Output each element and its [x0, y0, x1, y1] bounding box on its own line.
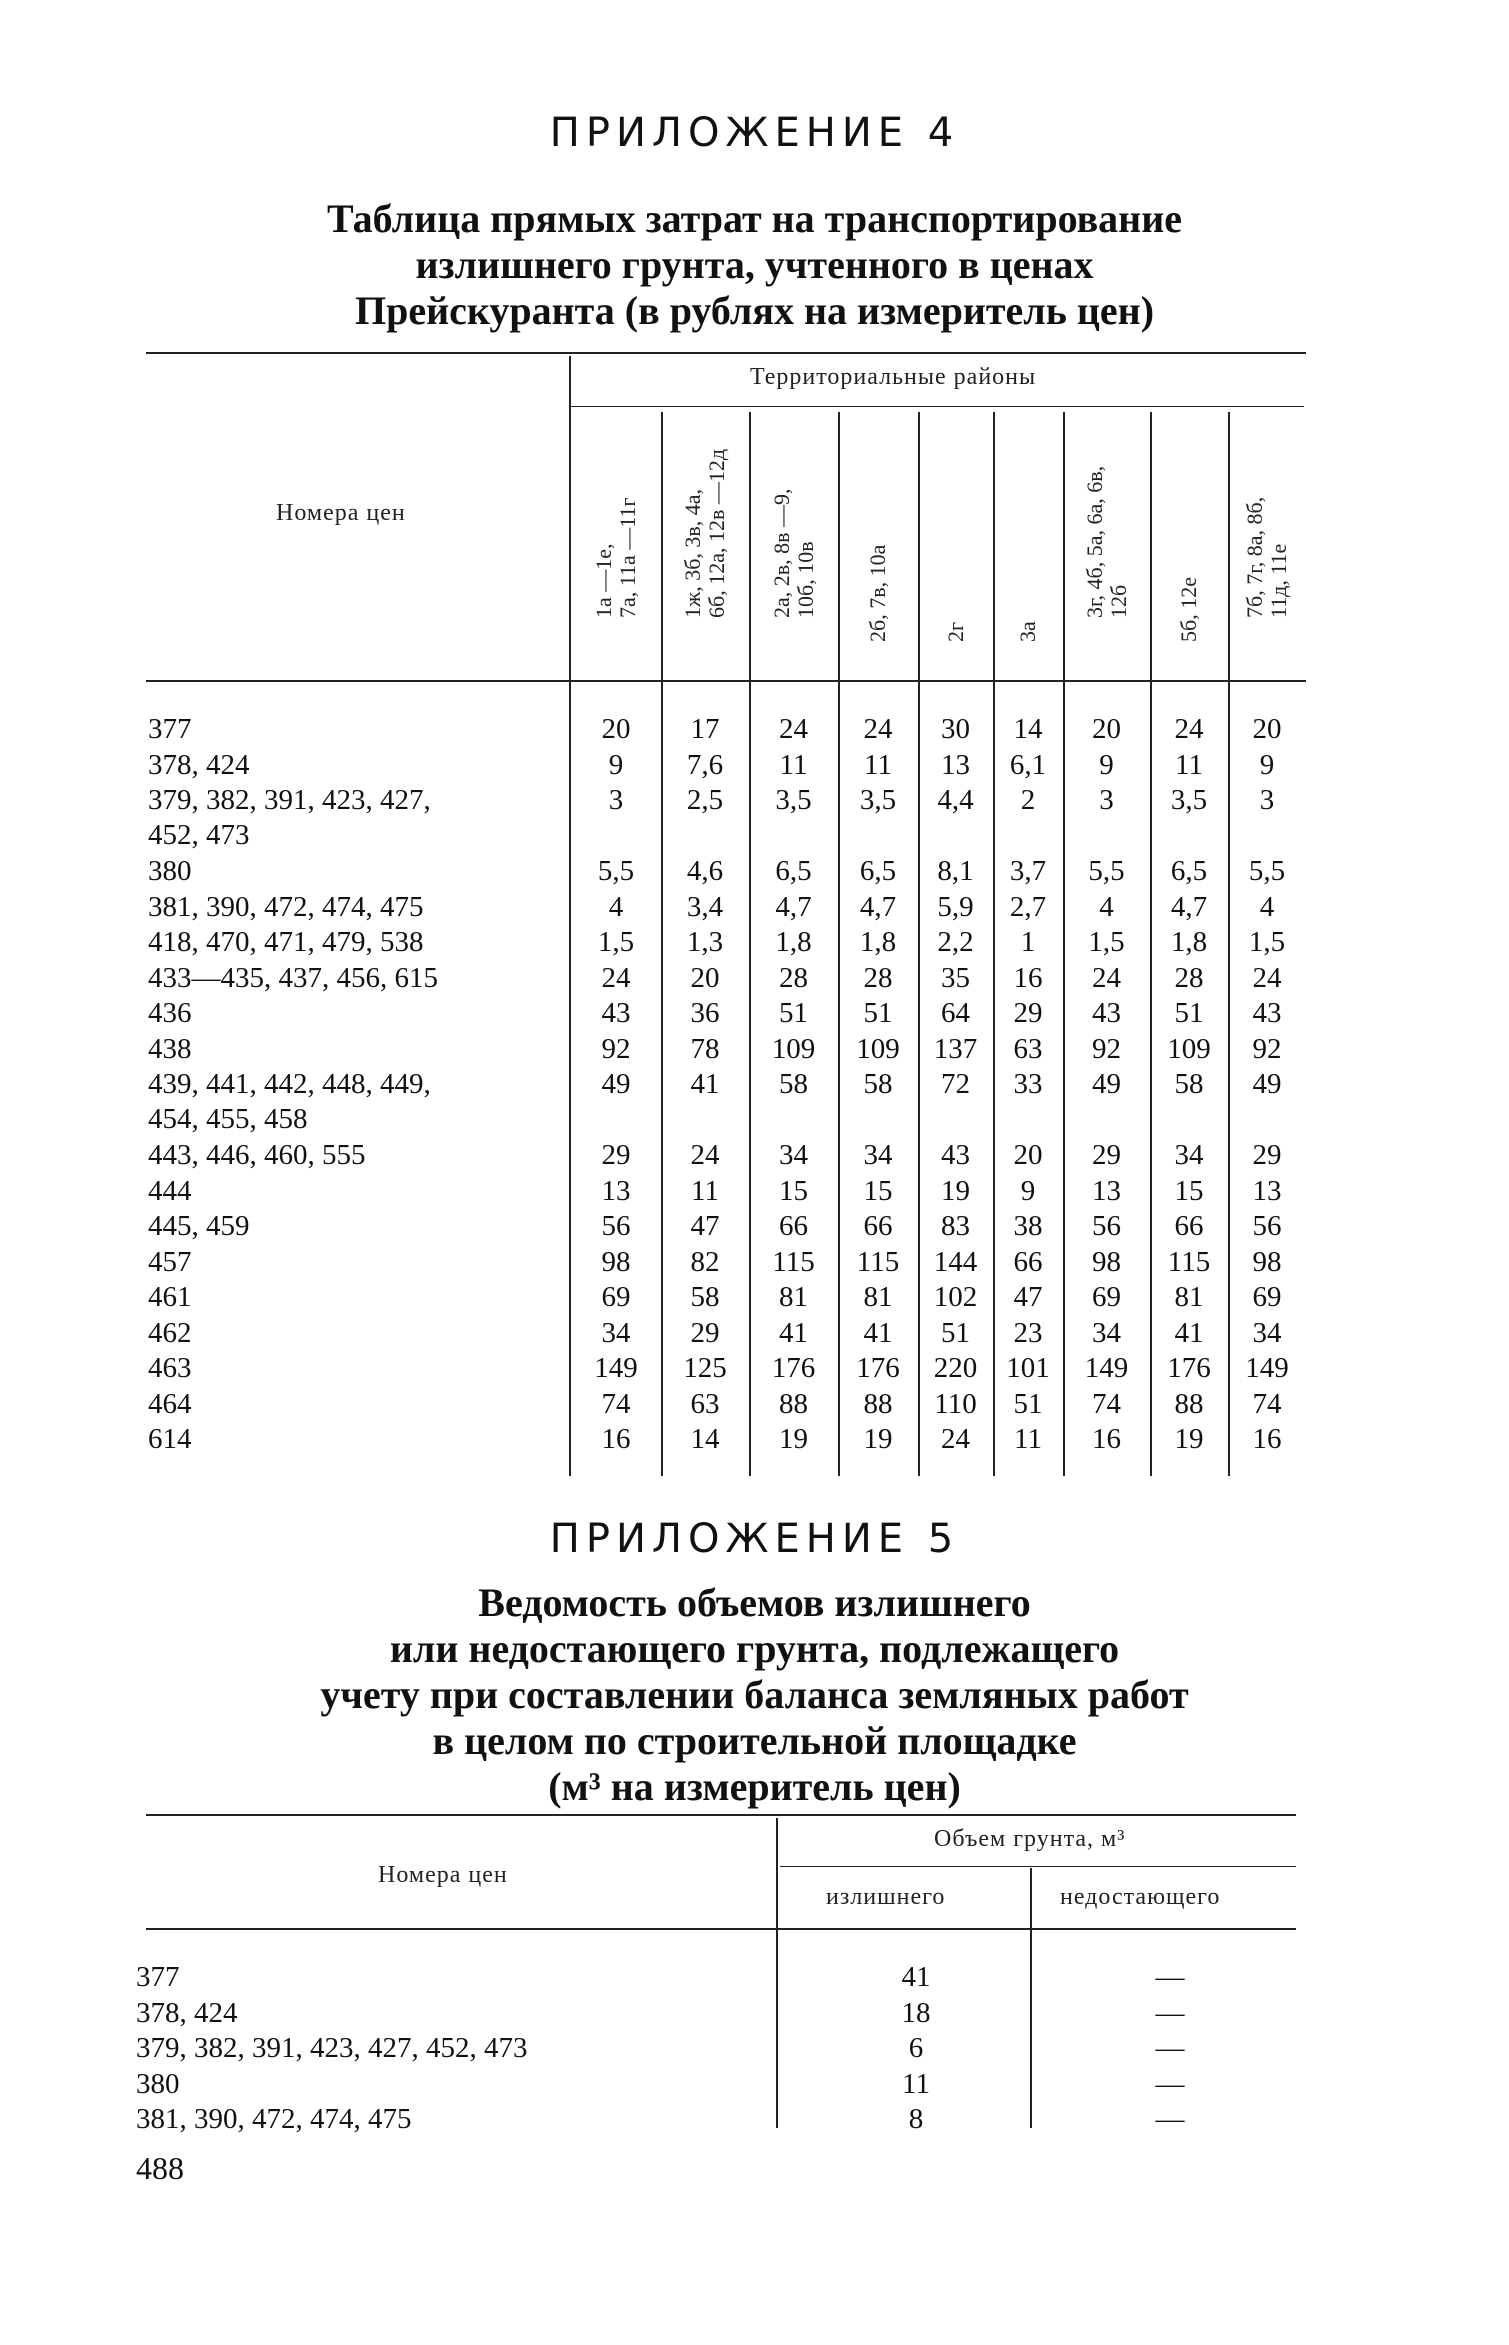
- column-header-line: 11д, 11е: [1266, 543, 1291, 618]
- table-cell: 149: [594, 1352, 638, 1384]
- table-cell: 2,5: [686, 784, 724, 816]
- column-header-line: 7б, 7г, 8а, 8б,: [1242, 496, 1267, 618]
- table-cell: 14: [1013, 713, 1043, 745]
- table-cell: 56: [601, 1210, 631, 1242]
- table-cell: 11: [779, 748, 808, 781]
- table-cell: 1,5: [597, 926, 635, 958]
- table-cell: 176: [1167, 1352, 1211, 1384]
- table-cell: 43: [601, 997, 631, 1029]
- table-cell: 17: [690, 713, 720, 745]
- table-cell: 81: [863, 1281, 893, 1313]
- column-header-line: 2г: [942, 621, 968, 642]
- row-label: [148, 1209, 250, 1244]
- table-cell: 220: [933, 1352, 978, 1384]
- column-header-line: 3а: [1015, 621, 1040, 642]
- table-rule: [776, 1818, 778, 2128]
- column-header-line: 3г, 4б, 5а, 6а, 6в,: [1081, 465, 1107, 618]
- appendix4-title-line: Таблица прямых затрат на транспортирование: [326, 196, 1183, 241]
- table-cell: 88: [779, 1387, 808, 1420]
- table-cell: 66: [863, 1210, 893, 1242]
- table-cell: 41: [863, 1316, 893, 1349]
- table-cell: 19: [863, 1423, 893, 1455]
- table-cell: 1,8: [775, 926, 812, 958]
- table-cell: 3,7: [1009, 855, 1047, 887]
- table-cell: 92: [1092, 1032, 1121, 1065]
- table-cell: 19: [779, 1423, 808, 1455]
- table-cell: 29: [690, 1316, 720, 1349]
- table-cell: 4: [1259, 890, 1275, 923]
- table-cell: 102: [933, 1281, 978, 1313]
- table-cell: 9: [1259, 748, 1275, 781]
- table-cell: 51: [1174, 997, 1204, 1029]
- table-cell: 6,5: [1170, 855, 1208, 887]
- table-cell: 13: [1092, 1174, 1121, 1207]
- table-cell: 24: [941, 1423, 970, 1455]
- table-cell: 34: [779, 1139, 808, 1171]
- table-cell: 34: [1174, 1139, 1204, 1171]
- table-cell: 58: [690, 1281, 720, 1313]
- row-label-line: 381, 390, 472, 474, 475: [148, 890, 424, 923]
- appendix4-heading: ПРИЛОЖЕНИЕ 4: [549, 110, 960, 156]
- table-cell: 115: [772, 1245, 815, 1278]
- table-cell: 81: [1174, 1281, 1204, 1313]
- table-cell: 11: [691, 1174, 719, 1207]
- table-cell: 51: [941, 1316, 970, 1349]
- table-cell: 33: [1013, 1068, 1043, 1100]
- table-cell: 64: [941, 997, 970, 1029]
- table-rule: [146, 1814, 1296, 1816]
- table-rule: [146, 1928, 1296, 1930]
- table-cell: 83: [941, 1210, 970, 1242]
- table-cell: 66: [779, 1210, 808, 1242]
- cell-excess: 8: [908, 2103, 924, 2135]
- table-cell: 4: [608, 890, 624, 923]
- row-label-line: 418, 470, 471, 479, 538: [148, 926, 424, 958]
- table-cell: 6,5: [859, 855, 897, 887]
- cell-deficit: —: [1155, 2103, 1185, 2135]
- table-cell: 3: [1099, 784, 1114, 816]
- row-label: [148, 1422, 192, 1457]
- table-cell: 1,3: [686, 926, 724, 958]
- table-cell: 72: [941, 1068, 970, 1100]
- table-cell: 19: [1174, 1423, 1204, 1455]
- row-label: [148, 783, 431, 853]
- row-label-line: 463: [148, 1352, 192, 1384]
- row-label-line: 454, 455, 458: [148, 1103, 308, 1135]
- table-cell: 20: [601, 713, 631, 745]
- table-cell: 11: [1175, 748, 1203, 781]
- table-cell: 101: [1006, 1352, 1050, 1384]
- row-label: 377: [136, 1961, 180, 1993]
- table-cell: 20: [1252, 713, 1282, 745]
- cell-excess: 6: [908, 2032, 924, 2064]
- column-header-line: 5б, 12е: [1176, 577, 1201, 642]
- table-cell: 28: [779, 961, 808, 994]
- table-cell: 36: [690, 997, 720, 1029]
- table-cell: 66: [1013, 1245, 1043, 1278]
- table-cell: 5,9: [937, 890, 974, 923]
- row-label-line: 444: [148, 1174, 192, 1207]
- table-cell: 3,5: [859, 784, 897, 816]
- table-cell: 43: [1092, 997, 1121, 1029]
- table-cell: 98: [601, 1245, 631, 1278]
- table-cell: 16: [1252, 1423, 1282, 1455]
- cell-deficit: —: [1155, 1996, 1185, 2029]
- table-cell: 66: [1174, 1210, 1204, 1242]
- table-cell: 6,1: [1009, 748, 1047, 781]
- row-label-line: 377: [148, 713, 192, 745]
- table-cell: 1,5: [1088, 926, 1125, 958]
- table-cell: 5,5: [1088, 855, 1125, 887]
- appendix4-title: [0, 196, 1509, 334]
- row-label: [148, 1067, 431, 1137]
- table-cell: 23: [1013, 1316, 1043, 1349]
- table-cell: 29: [601, 1139, 631, 1171]
- table-cell: 125: [683, 1352, 727, 1384]
- table-cell: 110: [934, 1387, 977, 1420]
- table-cell: 4: [1099, 890, 1114, 923]
- table-cell: 1,8: [859, 926, 897, 958]
- table-cell: 51: [863, 997, 893, 1029]
- group-header: Объем грунта, м³: [934, 1826, 1126, 1852]
- row-label-line: 380: [148, 855, 192, 887]
- table-cell: 98: [1252, 1245, 1282, 1278]
- table-cell: 24: [1252, 961, 1282, 994]
- table-cell: 74: [601, 1387, 631, 1420]
- table-cell: 74: [1092, 1387, 1121, 1420]
- table-cell: 92: [601, 1032, 631, 1065]
- table-cell: 3,5: [775, 784, 812, 816]
- table-cell: 115: [1167, 1245, 1211, 1278]
- row-label: [148, 1138, 366, 1173]
- table-cell: 34: [863, 1139, 893, 1171]
- table-cell: 58: [779, 1068, 808, 1100]
- table-cell: 63: [1013, 1032, 1043, 1065]
- appendix5-title-line: или недостающего грунта, подлежащего: [389, 1626, 1120, 1671]
- row-label: [148, 854, 192, 889]
- table-cell: 24: [601, 961, 631, 994]
- table-cell: 9: [608, 748, 624, 781]
- table-cell: 9: [1020, 1174, 1036, 1207]
- column-header-line: 6б, 12а, 12в —12д: [704, 448, 729, 618]
- table-cell: 13: [941, 748, 970, 781]
- table-cell: 34: [1092, 1316, 1121, 1349]
- table-cell: 176: [856, 1352, 900, 1384]
- table-cell: 74: [1252, 1387, 1282, 1420]
- table-cell: 13: [1252, 1174, 1282, 1207]
- table-cell: 3: [608, 784, 624, 816]
- row-label-line: 452, 473: [148, 819, 250, 851]
- table-cell: 63: [690, 1387, 720, 1420]
- table-cell: 1,5: [1248, 926, 1286, 958]
- table-cell: 34: [1252, 1316, 1282, 1349]
- col-header-excess: излишнего: [826, 1884, 946, 1910]
- table-cell: 24: [863, 713, 893, 745]
- row-label-line: 445, 459: [148, 1210, 250, 1242]
- table-cell: 4,7: [859, 890, 897, 923]
- table-cell: 56: [1252, 1210, 1282, 1242]
- row-label-line: 461: [148, 1281, 192, 1313]
- group-header: Территориальные районы: [750, 364, 1037, 390]
- table-cell: 58: [1174, 1068, 1204, 1100]
- row-label-line: 436: [148, 997, 192, 1029]
- row-label: [148, 996, 192, 1031]
- table-cell: 4,7: [775, 890, 812, 923]
- appendix5-title-line: (м³ на измеритель цен): [548, 1764, 961, 1809]
- table-cell: 9: [1099, 748, 1114, 781]
- table-cell: 56: [1092, 1210, 1121, 1242]
- row-label-line: 438: [148, 1032, 192, 1065]
- table-cell: 137: [933, 1032, 978, 1065]
- table-cell: 2,2: [937, 926, 974, 958]
- table-cell: 69: [1092, 1281, 1121, 1313]
- appendix5-heading: ПРИЛОЖЕНИЕ 5: [549, 1516, 960, 1562]
- row-label: [148, 1316, 192, 1351]
- row-label: 380: [136, 2067, 180, 2100]
- table-cell: 78: [690, 1032, 720, 1065]
- table-cell: 24: [1092, 961, 1121, 994]
- table-cell: 4,6: [686, 855, 724, 887]
- table-cell: 43: [941, 1139, 970, 1171]
- table-cell: 8,1: [937, 855, 974, 887]
- table-rule: [146, 352, 1306, 354]
- table-cell: 28: [863, 961, 893, 994]
- row-label: [148, 961, 438, 996]
- row-label: [148, 1351, 192, 1386]
- table-cell: 3,4: [686, 890, 724, 923]
- row-label: 381, 390, 472, 474, 475: [136, 2103, 412, 2135]
- table-cell: 11: [864, 748, 892, 781]
- table-cell: 28: [1174, 961, 1204, 994]
- table-cell: 47: [1013, 1281, 1043, 1313]
- table-cell: 13: [601, 1174, 631, 1207]
- table-cell: 43: [1252, 997, 1282, 1029]
- table-cell: 49: [1252, 1068, 1282, 1100]
- cell-excess: 11: [902, 2067, 930, 2100]
- row-label-line: 378, 424: [148, 748, 250, 781]
- table-cell: 115: [856, 1245, 900, 1278]
- row-label: [148, 925, 424, 960]
- table-rule: [570, 406, 1304, 407]
- table-cell: 20: [690, 961, 720, 994]
- table-cell: 5,5: [1248, 855, 1286, 887]
- row-label-line: 614: [148, 1423, 192, 1455]
- table-cell: 41: [690, 1068, 720, 1100]
- page-number: 488: [136, 2150, 184, 2186]
- table-cell: 81: [779, 1281, 808, 1313]
- table-cell: 41: [1174, 1316, 1204, 1349]
- cell-excess: 41: [901, 1961, 931, 1993]
- table-cell: 29: [1092, 1139, 1121, 1171]
- table-cell: 34: [601, 1316, 631, 1349]
- row-label: [148, 748, 250, 783]
- table-cell: 49: [1092, 1068, 1121, 1100]
- appendix5-title-line: Ведомость объемов излишнего: [478, 1580, 1031, 1625]
- table-cell: 51: [1013, 1387, 1043, 1420]
- table-cell: 2: [1020, 784, 1036, 816]
- table-cell: 69: [1252, 1281, 1282, 1313]
- table-cell: 98: [1092, 1245, 1121, 1278]
- row-label: 378, 424: [136, 1996, 238, 2029]
- table-cell: 29: [1013, 997, 1043, 1029]
- appendix5-title-line: учету при составлении баланса земляных работ: [320, 1672, 1189, 1717]
- row-label: [148, 1387, 192, 1422]
- cell-deficit: —: [1155, 2032, 1185, 2064]
- table-cell: 109: [1167, 1032, 1211, 1065]
- row-label-line: 464: [148, 1387, 192, 1420]
- appendix5-title-line: в целом по строительной площадке: [432, 1718, 1077, 1763]
- row-label-line: 379, 382, 391, 423, 427,: [148, 784, 431, 816]
- column-header-line: 10б, 10в: [792, 541, 818, 618]
- cell-deficit: —: [1155, 1961, 1185, 1993]
- appendix4-title-line: Прейскуранта (в рублях на измеритель цен): [354, 288, 1155, 333]
- table-cell: 144: [933, 1245, 978, 1278]
- table-cell: 29: [1252, 1139, 1282, 1171]
- table-cell: 16: [1013, 961, 1043, 994]
- table-cell: 30: [941, 713, 970, 745]
- row-label: 379, 382, 391, 423, 427, 452, 473: [136, 2032, 528, 2064]
- col-header-deficit: недостающего: [1060, 1884, 1221, 1910]
- table-cell: 149: [1084, 1352, 1129, 1384]
- table-cell: 1,8: [1170, 926, 1208, 958]
- table-rule: [780, 1866, 1296, 1867]
- table-cell: 47: [690, 1210, 720, 1242]
- table-cell: 20: [1013, 1139, 1043, 1171]
- table-cell: 2,7: [1009, 890, 1047, 923]
- table-cell: 41: [779, 1316, 808, 1349]
- table-cell: 6,5: [775, 855, 812, 887]
- column-header-line: 2а, 2в, 8в —9,: [768, 488, 794, 618]
- row-label: [148, 890, 424, 925]
- table-cell: 88: [1174, 1387, 1204, 1420]
- table-cell: 3: [1259, 784, 1275, 816]
- row-label-line: 433—435, 437, 456, 615: [148, 961, 438, 994]
- table-cell: 24: [1174, 713, 1204, 745]
- table-cell: 16: [601, 1423, 631, 1455]
- table-cell: 82: [690, 1245, 720, 1278]
- table-cell: 7,6: [686, 748, 724, 781]
- table-cell: 109: [856, 1032, 900, 1065]
- row-label-line: 462: [148, 1316, 192, 1349]
- table-cell: 16: [1092, 1423, 1121, 1455]
- table-cell: 15: [1174, 1174, 1204, 1207]
- table-cell: 15: [779, 1174, 808, 1207]
- column-header-line: 1а —1е,: [591, 543, 616, 618]
- row-label-line: 457: [148, 1245, 192, 1278]
- table-cell: 51: [779, 997, 808, 1029]
- cell-deficit: —: [1155, 2067, 1185, 2100]
- table-cell: 24: [690, 1139, 720, 1171]
- table-cell: 92: [1252, 1032, 1282, 1065]
- table-rule: [146, 680, 1306, 682]
- appendix5-title: [0, 1580, 1509, 1810]
- table-cell: 20: [1092, 713, 1121, 745]
- row-label: [148, 1245, 192, 1280]
- table-cell: 109: [771, 1032, 816, 1065]
- row-label-line: 443, 446, 460, 555: [148, 1139, 366, 1171]
- row-header: Номера цен: [276, 500, 406, 526]
- table-cell: 19: [941, 1174, 970, 1207]
- table-rule: [1030, 1868, 1032, 2128]
- table-cell: 49: [601, 1068, 631, 1100]
- column-header-line: 7а, 11а —11г: [615, 497, 640, 618]
- row-label: [148, 712, 192, 747]
- row-header: Номера цен: [378, 1862, 508, 1888]
- appendix4-title-line: излишнего грунта, учтенного в ценах: [415, 242, 1094, 287]
- table-cell: 4,7: [1170, 890, 1208, 923]
- column-header-line: 1ж, 3б, 3в, 4а,: [680, 488, 705, 618]
- table-cell: 14: [690, 1423, 720, 1455]
- table-cell: 3,5: [1170, 784, 1208, 816]
- table-cell: 5,5: [597, 855, 635, 887]
- row-label: [148, 1280, 192, 1315]
- table-cell: 69: [601, 1281, 631, 1313]
- row-label: [148, 1174, 192, 1209]
- table-cell: 176: [771, 1352, 816, 1384]
- table-cell: 38: [1013, 1210, 1043, 1242]
- table-cell: 58: [863, 1068, 893, 1100]
- row-label: [148, 1032, 192, 1067]
- table-cell: 149: [1245, 1352, 1289, 1384]
- column-header-line: 12б: [1105, 584, 1131, 618]
- table-cell: 35: [941, 961, 970, 994]
- table-cell: 24: [779, 713, 808, 745]
- table-cell: 15: [863, 1174, 893, 1207]
- table-cell: 4,4: [937, 784, 974, 816]
- column-header-line: 2б, 7в, 10а: [865, 544, 890, 642]
- table-cell: 1: [1020, 926, 1036, 958]
- row-label-line: 439, 441, 442, 448, 449,: [148, 1068, 431, 1100]
- cell-excess: 18: [901, 1996, 931, 2029]
- table-cell: 11: [1014, 1423, 1042, 1455]
- table-cell: 88: [863, 1387, 893, 1420]
